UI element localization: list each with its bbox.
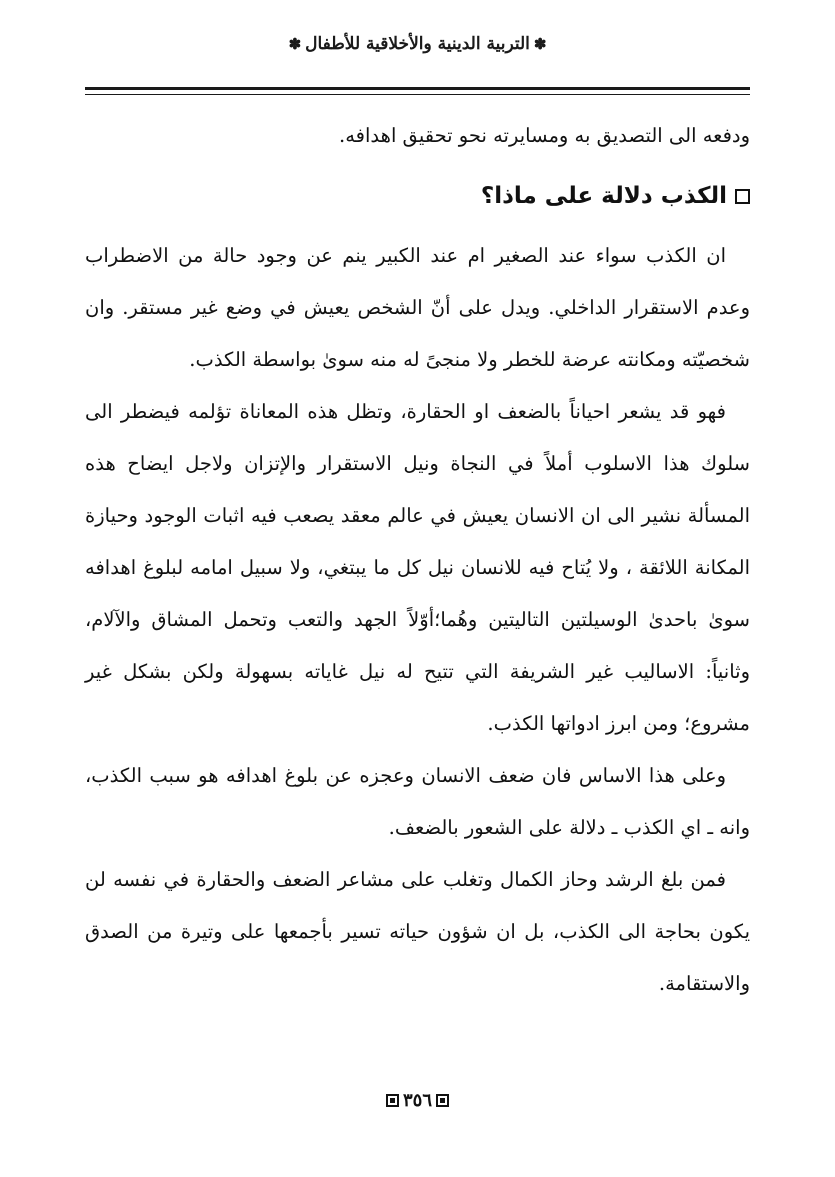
ornament-left-icon: ✽ — [288, 35, 302, 53]
running-header-title: التربية الدينية والأخلاقية للأطفال — [305, 34, 530, 54]
header-divider-thin — [85, 94, 750, 95]
paragraph: ان الكذب سواء عند الصغير ام عند الكبير ينم عن وجود حالة من الاضطراب وعدم الاستقرار الداخلي. ويدل على أنّ الشخص يعيش في وضع غير مستقر. وان شخصيّته ومكانته عرضة للخطر ولا منجىً له منه سوىٰ بواسطة الكذب. — [85, 244, 750, 371]
paragraph: فمن بلغ الرشد وحاز الكمال وتغلب على مشاعر الضعف والحقارة في نفسه لن يكون بحاجة الى الكذب، بل ان شؤون حياته تسير بأجمعها على وتيرة من الصدق والاستقامة. — [85, 868, 750, 995]
page-number — [0, 1090, 835, 1111]
lead-line: ودفعه الى التصديق به ومسايرته نحو تحقيق اهدافه. — [339, 124, 750, 147]
page-number-text: ٣٥٦ — [402, 1090, 432, 1111]
paragraph: وعلى هذا الاساس فان ضعف الانسان وعجزه عن بلوغ اهدافه هو سبب الكذب، وانه ـ اي الكذب ـ دلالة على الشعور بالضعف. — [85, 764, 750, 839]
square-bullet-icon — [735, 189, 750, 204]
boxed-square-left-icon — [386, 1094, 399, 1107]
boxed-square-right-icon — [436, 1094, 449, 1107]
body-text — [85, 110, 750, 1010]
section-heading-text: الكذب دلالة على ماذا؟ — [480, 183, 727, 209]
ornament-right-icon: ✽ — [533, 35, 547, 53]
running-header — [0, 34, 835, 54]
paragraph: فهو قد يشعر احياناً بالضعف او الحقارة، وتظل هذه المعاناة تؤلمه فيضطر الى سلوك هذا الاسلوب أملاً في النجاة ونيل الاستقرار والإتزان ولاجل ايضاح هذه المسألة نشير الى ان الانسان يعيش في عالم معقد يصعب فيه اثبات الوجود وحيازة المكانة اللائقة ، ولا يُتاح فيه للانسان نيل كل ما يبتغي، ولا سبيل امامه لبلوغ اهدافه سوىٰ باحدىٰ الوسيلتين التاليتين وهُما؛أوّلاً الجهد والتعب وتحمل المشاق والآلام، وثانياً: الاساليب غير الشريفة التي تتيح له نيل غاياته بسهولة ولكن بشكل غير مشروع؛ ومن ابرز ادواتها الكذب. — [85, 400, 750, 735]
section-heading — [85, 162, 750, 230]
header-divider-thick — [85, 87, 750, 90]
